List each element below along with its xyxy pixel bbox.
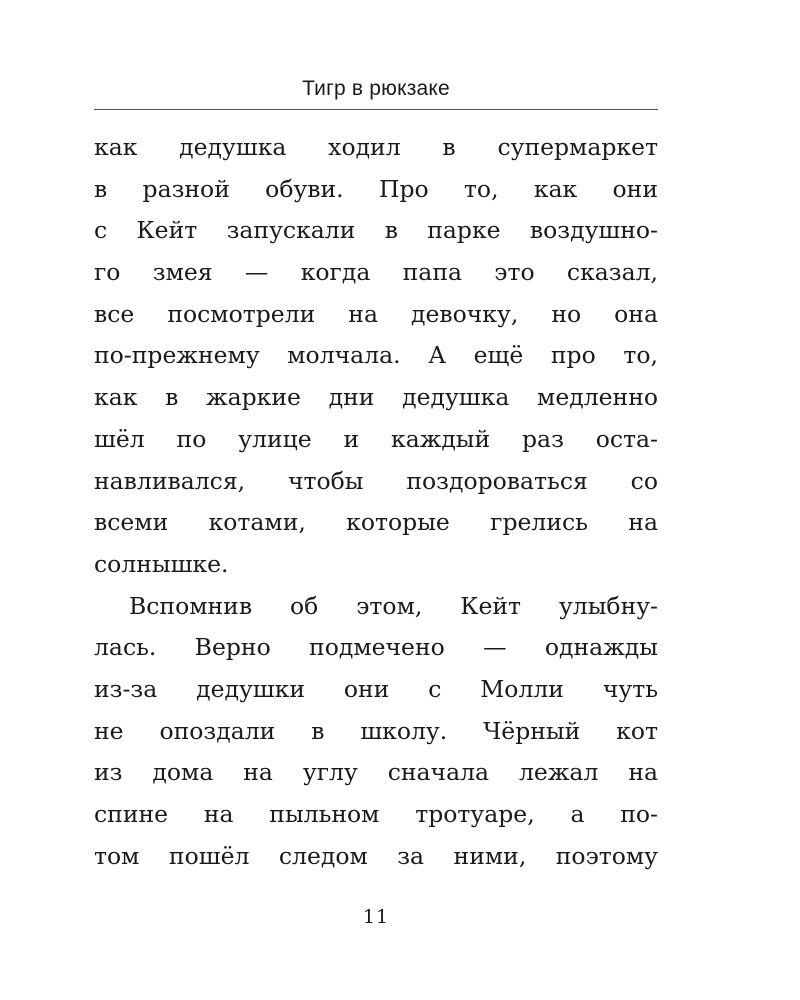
text-line: всеми котами, которые грелись на bbox=[94, 508, 658, 537]
text-line: не опоздали в школу. Чёрный кот bbox=[94, 716, 658, 745]
header-divider bbox=[94, 109, 658, 110]
text-line: в разной обуви. Про то, как они bbox=[94, 174, 658, 203]
text-line: с Кейт запускали в парке воздушно- bbox=[94, 216, 658, 245]
text-line: как в жаркие дни дедушка медленно bbox=[94, 383, 658, 412]
text-line: лась. Верно подмечено — однажды bbox=[94, 633, 658, 662]
paragraph-last-line: солнышке. bbox=[94, 549, 229, 578]
text-line: как дедушка ходил в супермаркет bbox=[94, 133, 658, 161]
page-number: 11 bbox=[362, 906, 390, 928]
running-header-title: Тигр в рюкзаке bbox=[302, 77, 450, 100]
text-line: шёл по улице и каждый раз оста- bbox=[94, 424, 658, 453]
text-line: по-прежнему молчала. А ещё про то, bbox=[94, 341, 658, 370]
body-text bbox=[94, 127, 658, 877]
text-line: навливался, чтобы поздороваться со bbox=[94, 466, 658, 495]
paragraph-first-line: Вспомнив об этом, Кейт улыбну- bbox=[129, 591, 658, 620]
text-line: спине на пыльном тротуаре, а по- bbox=[94, 800, 658, 828]
text-line: из-за дедушки они с Молли чуть bbox=[94, 674, 658, 703]
text-line: из дома на углу сначала лежал на bbox=[94, 758, 658, 787]
text-line: все посмотрели на девочку, но она bbox=[94, 299, 658, 328]
text-line: го змея — когда папа это сказал, bbox=[94, 258, 658, 287]
text-line: том пошёл следом за ними, поэтому bbox=[94, 841, 658, 870]
